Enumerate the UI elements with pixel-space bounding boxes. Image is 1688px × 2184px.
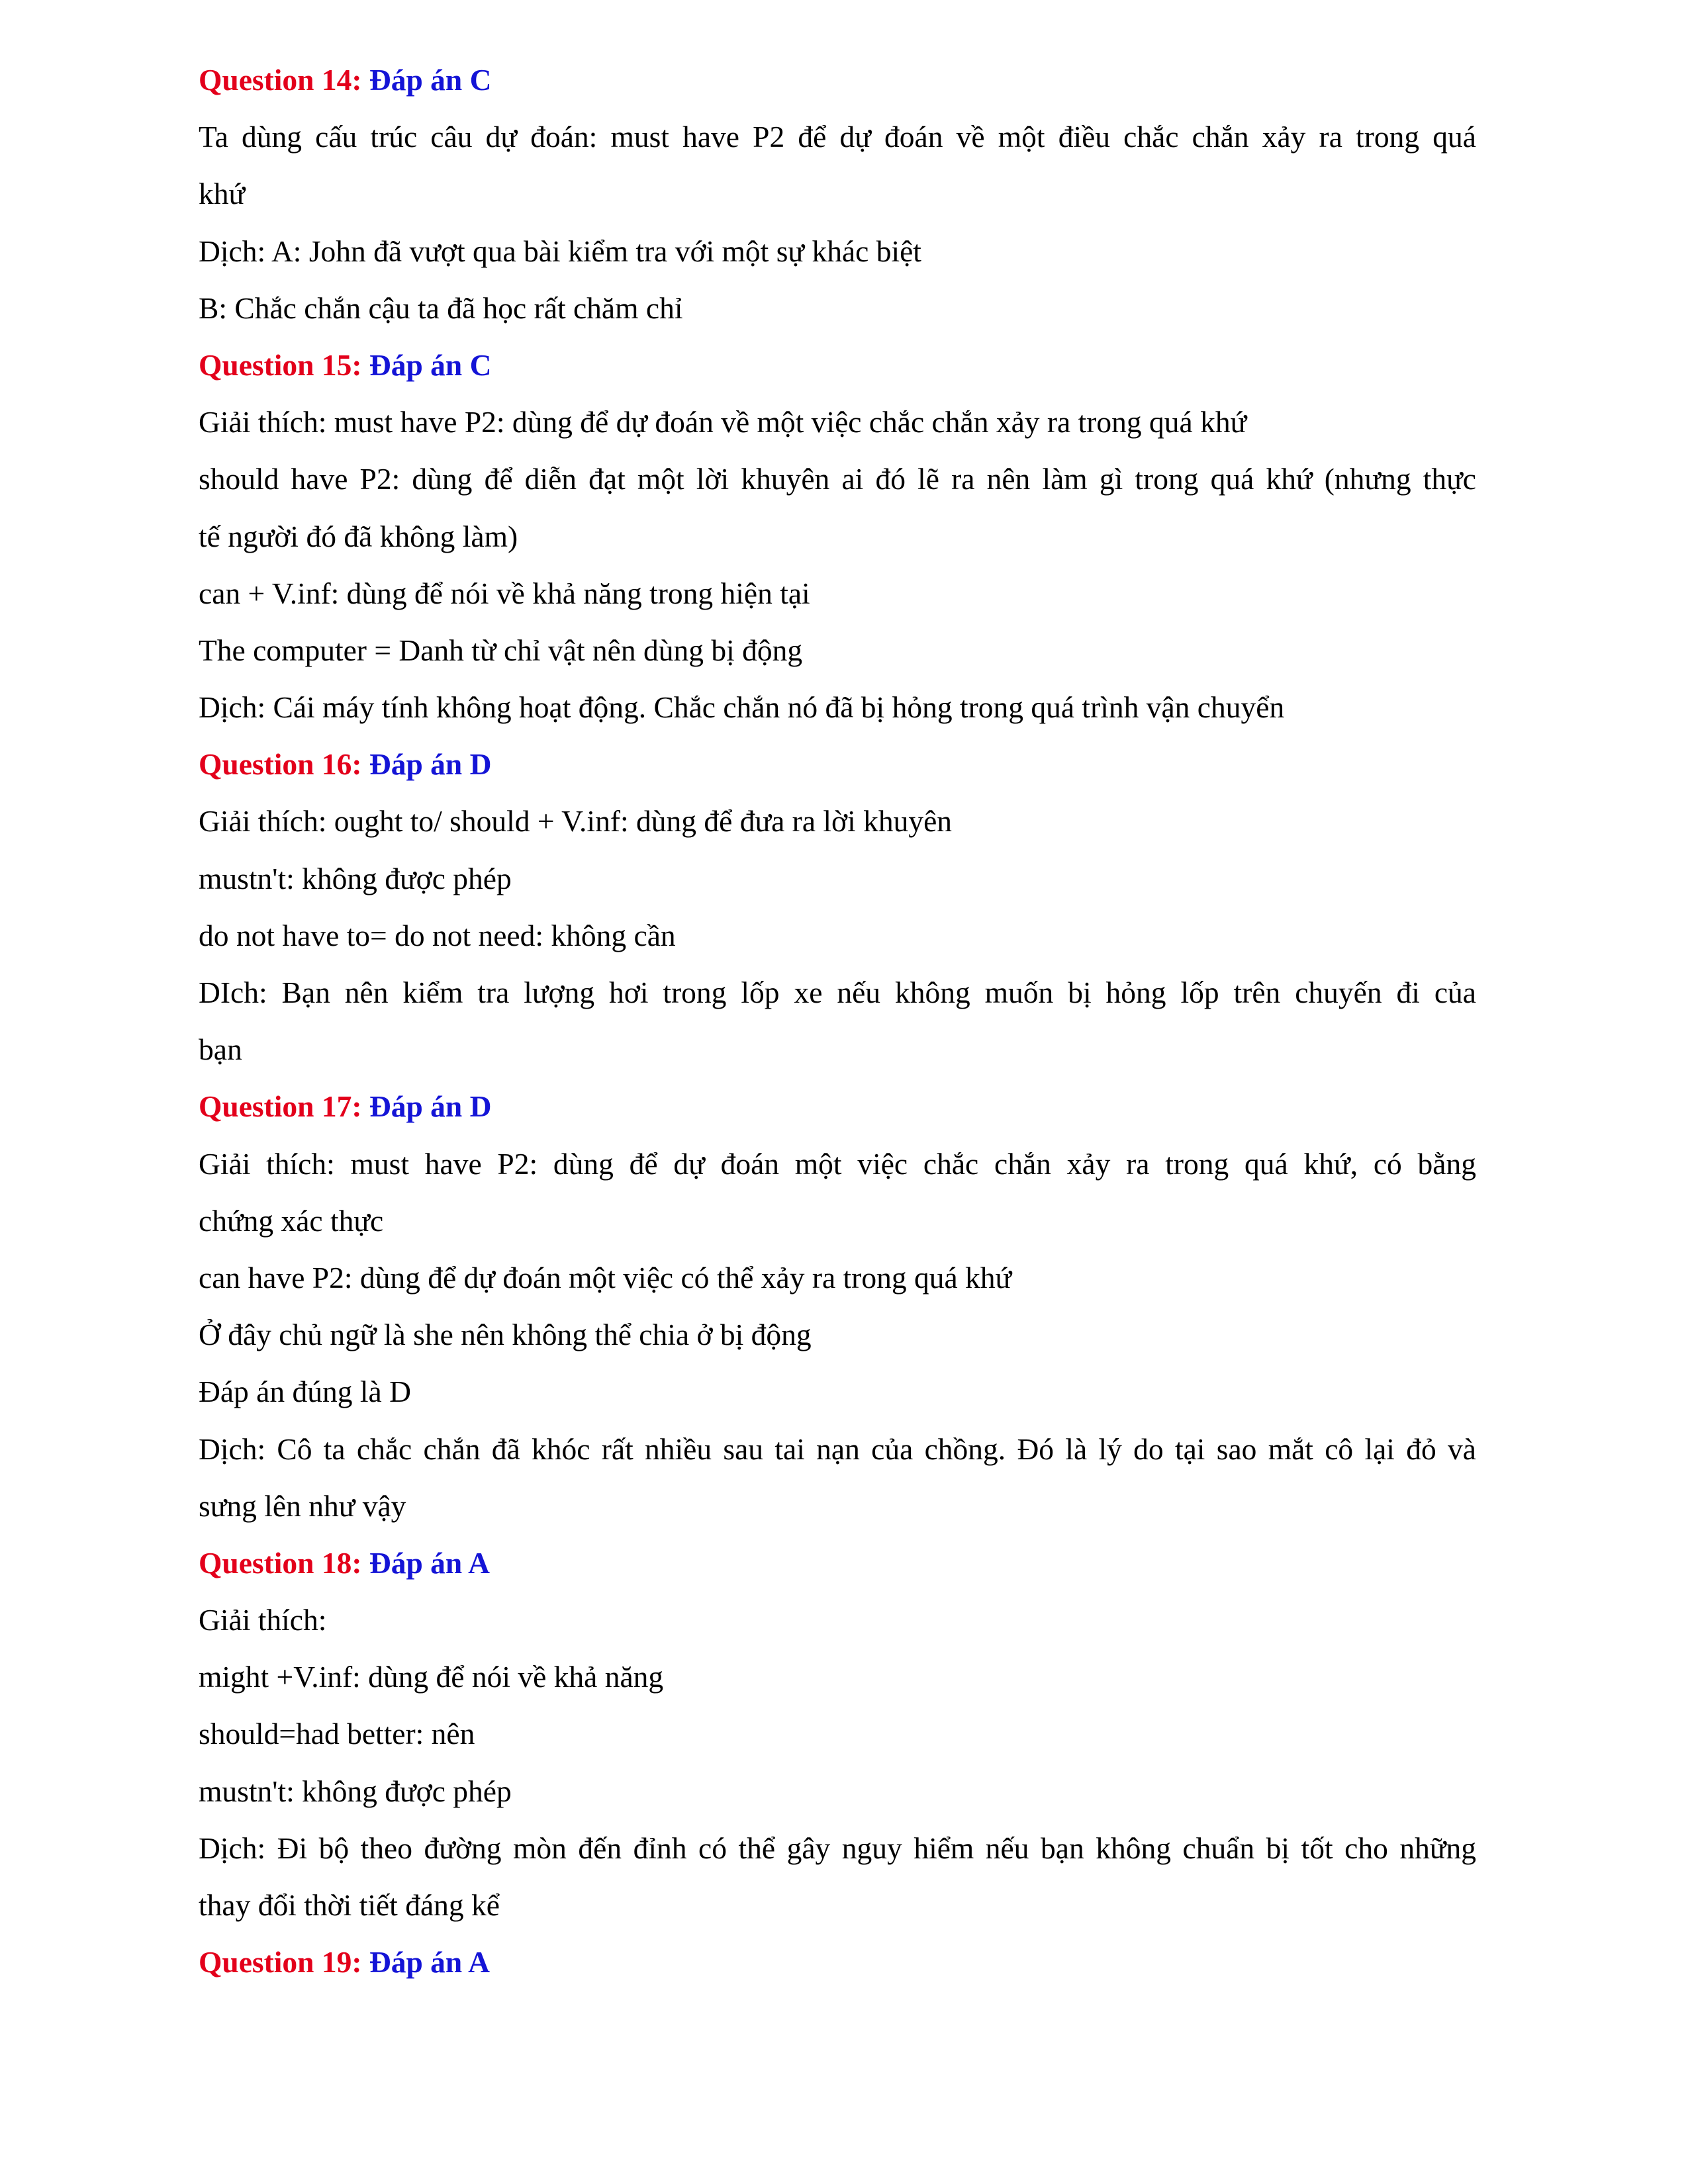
- explanation-line: Ở đây chủ ngữ là she nên không thể chia ở bị động: [199, 1318, 812, 1352]
- explanation-line: chứng xác thực: [199, 1203, 384, 1238]
- answer-key: Đáp án A: [369, 1945, 490, 1979]
- answer-key: Đáp án D: [369, 1089, 492, 1124]
- explanation-line: Giải thích: must have P2: dùng để dự đoán một việc chắc chắn xảy ra trong quá khứ, có bằng: [199, 1146, 1476, 1181]
- question-heading: [199, 337, 1476, 394]
- explanation-line: sưng lên như vậy: [199, 1488, 406, 1523]
- explanation-line: should=had better: nên: [199, 1717, 475, 1751]
- explanation-line: Giải thích: ought to/ should + V.inf: dùng để đưa ra lời khuyên: [199, 804, 953, 839]
- explanation-line: B: Chắc chắn cậu ta đã học rất chăm chỉ: [199, 291, 683, 325]
- explanation-line: do not have to= do not need: không cần: [199, 918, 676, 952]
- question-number: Question 14:: [199, 63, 362, 97]
- question-number: Question 15:: [199, 347, 362, 382]
- document-page: [199, 52, 1476, 1991]
- question-heading: [199, 52, 1476, 109]
- explanation-line: can + V.inf: dùng để nói về khả năng trong hiện tại: [199, 576, 810, 610]
- explanation-line: tế người đó đã không làm): [199, 519, 518, 553]
- explanation-line: bạn: [199, 1032, 242, 1067]
- answer-key: Đáp án A: [369, 1545, 490, 1580]
- explanation-line: DIch: Bạn nên kiểm tra lượng hơi trong lốp xe nếu không muốn bị hỏng lốp trên chuyến đi của: [199, 976, 1476, 1009]
- explanation-line: Đáp án đúng là D: [199, 1375, 411, 1409]
- explanation-line: mustn't: không được phép: [199, 1774, 512, 1808]
- question-heading: [199, 1934, 1476, 1991]
- explanation-line: thay đổi thời tiết đáng kể: [199, 1888, 500, 1922]
- explanation-line: Dịch: Đi bộ theo đường mòn đến đỉnh có thể gây nguy hiểm nếu bạn không chuẩn bị tốt cho những: [199, 1831, 1476, 1865]
- question-number: Question 16:: [199, 747, 362, 782]
- explanation-line: Giải thích:: [199, 1603, 327, 1637]
- explanation-line: Giải thích: must have P2: dùng để dự đoán về một việc chắc chắn xảy ra trong quá khứ: [199, 405, 1247, 439]
- explanation-line: can have P2: dùng để dự đoán một việc có thể xảy ra trong quá khứ: [199, 1260, 1012, 1295]
- explanation-line: mustn't: không được phép: [199, 861, 512, 895]
- explanation-line: might +V.inf: dùng để nói về khả năng: [199, 1660, 664, 1694]
- explanation-line: should have P2: dùng để diễn đạt một lời khuyên ai đó lẽ ra nên làm gì trong quá khứ (nhưng thực: [199, 462, 1476, 496]
- explanation-line: khứ: [199, 177, 246, 211]
- answer-key: Đáp án C: [369, 347, 492, 382]
- explanation-line: Dịch: Cái máy tính không hoạt động. Chắc chắn nó đã bị hỏng trong quá trình vận chuyển: [199, 690, 1285, 725]
- answer-key: Đáp án C: [369, 63, 492, 97]
- explanation-line: Dịch: Cô ta chắc chắn đã khóc rất nhiều sau tai nạn của chồng. Đó là lý do tại sao mắt cô lại đỏ và: [199, 1432, 1476, 1466]
- question-number: Question 17:: [199, 1089, 362, 1124]
- question-heading: [199, 1078, 1476, 1135]
- explanation-line: Dịch: A: John đã vượt qua bài kiểm tra với một sự khác biệt: [199, 234, 921, 268]
- question-number: Question 18:: [199, 1545, 362, 1580]
- answer-key: Đáp án D: [369, 747, 492, 782]
- explanation-line: Ta dùng cấu trúc câu dự đoán: must have P2 để dự đoán về một điều chắc chắn xảy ra trong quá: [199, 120, 1476, 154]
- question-number: Question 19:: [199, 1945, 362, 1979]
- question-heading: [199, 1535, 1476, 1592]
- question-heading: [199, 736, 1476, 793]
- explanation-line: The computer = Danh từ chỉ vật nên dùng bị động: [199, 633, 803, 667]
